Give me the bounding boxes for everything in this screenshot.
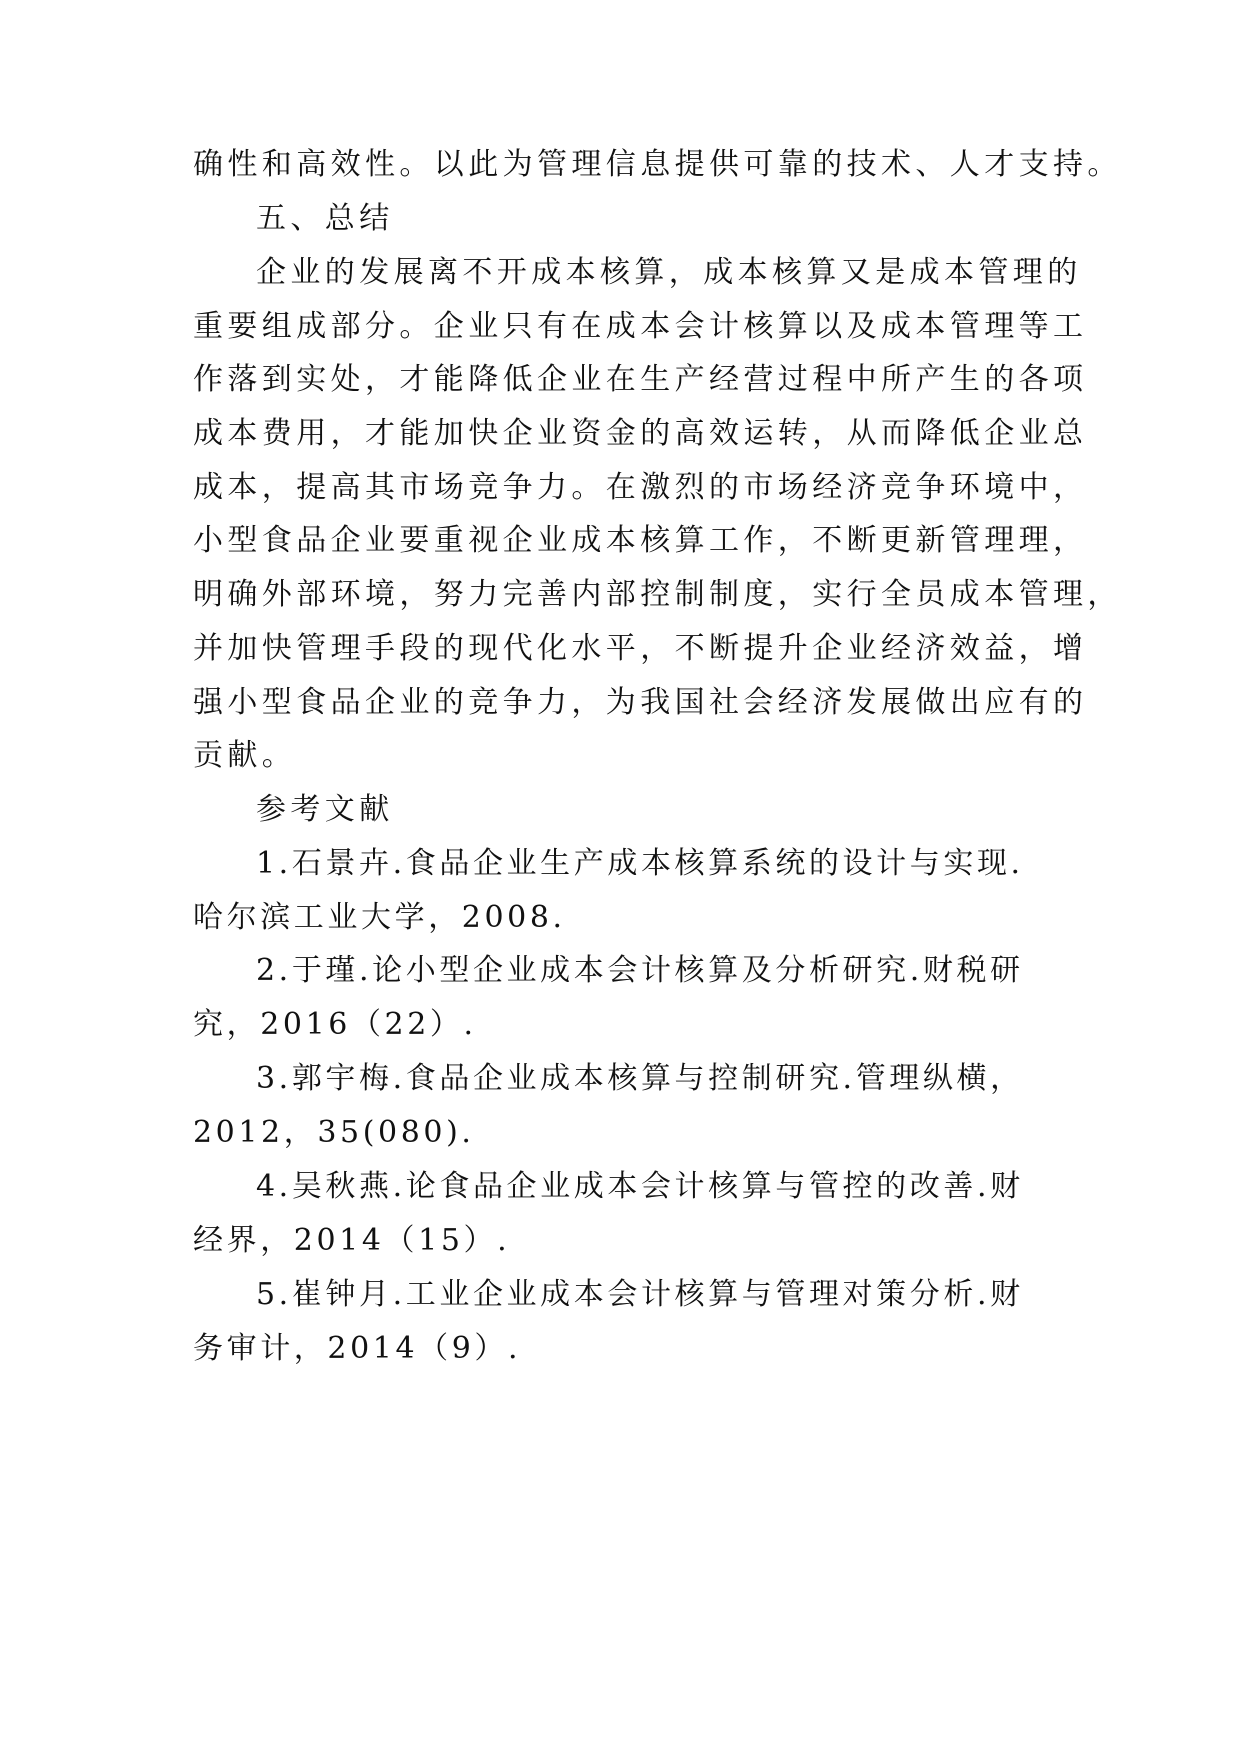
body-text-line: 强小型食品企业的竞争力，为我国社会经济发展做出应有的 — [193, 685, 1088, 720]
body-text-line: 明确外部环境，努力完善内部控制制度，实行全员成本管理， — [193, 577, 1122, 612]
body-text-line: 小型食品企业要重视企业成本核算工作，不断更新管理理， — [193, 523, 1088, 558]
body-text-line: 企业的发展离不开成本核算，成本核算又是成本管理的 — [256, 255, 1082, 290]
reference-item: 5.崔钟月.工业企业成本会计核算与管理对策分析.财 — [256, 1277, 1024, 1312]
body-text-line: 成本，提高其市场竞争力。在激烈的市场经济竞争环境中， — [193, 470, 1088, 505]
section-heading: 五、总结 — [256, 201, 394, 236]
body-text-line: 作落到实处，才能降低企业在生产经营过程中所产生的各项 — [193, 362, 1088, 397]
body-text-line: 成本费用，才能加快企业资金的高效运转，从而降低企业总 — [193, 416, 1088, 451]
references-heading: 参考文献 — [256, 792, 394, 827]
reference-item: 1.石景卉.食品企业生产成本核算系统的设计与实现. — [256, 846, 1024, 881]
reference-item-continued: 2012，35(080). — [193, 1115, 475, 1150]
body-text-line: 确性和高效性。以此为管理信息提供可靠的技术、人才支持。 — [193, 147, 1122, 182]
reference-item: 3.郭宇梅.食品企业成本核算与控制研究.管理纵横， — [256, 1061, 1024, 1096]
body-text-line: 重要组成部分。企业只有在成本会计核算以及成本管理等工 — [193, 309, 1088, 344]
reference-item: 2.于瑾.论小型企业成本会计核算及分析研究.财税研 — [256, 953, 1024, 988]
reference-item: 4.吴秋燕.论食品企业成本会计核算与管控的改善.财 — [256, 1169, 1024, 1204]
body-text-line: 贡献。 — [193, 738, 297, 773]
reference-item-continued: 究，2016（22）. — [193, 1007, 477, 1042]
reference-item-continued: 经界，2014（15）. — [193, 1223, 511, 1258]
reference-item-continued: 哈尔滨工业大学，2008. — [193, 900, 566, 935]
body-text-line: 并加快管理手段的现代化水平，不断提升企业经济效益，增 — [193, 631, 1088, 666]
reference-item-continued: 务审计，2014（9）. — [193, 1331, 522, 1366]
